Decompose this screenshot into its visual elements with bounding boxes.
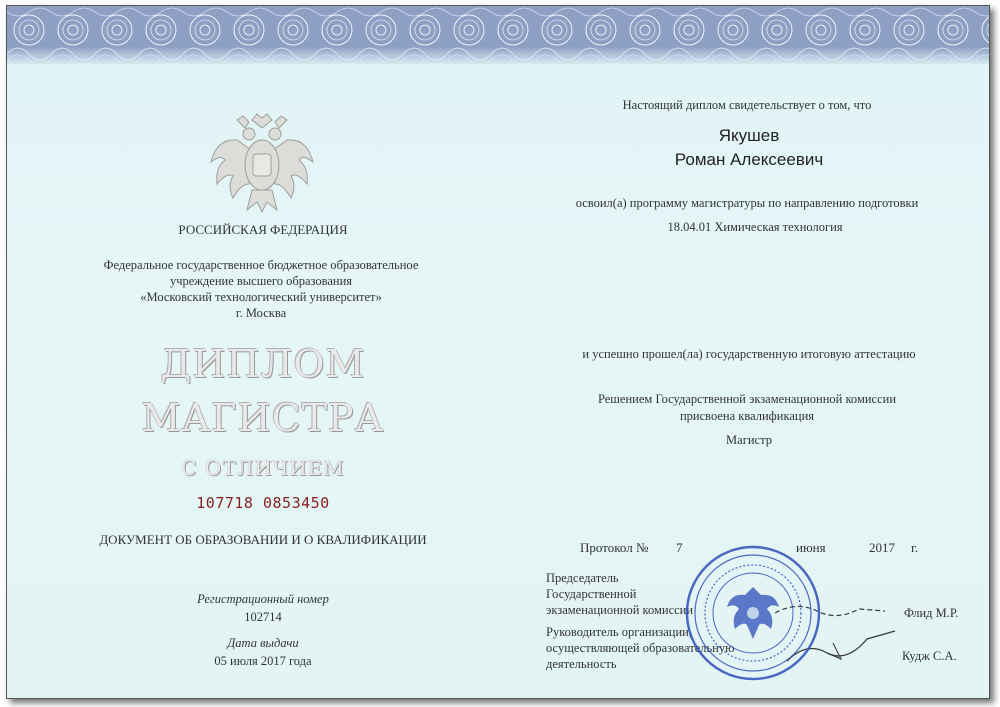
protocol-year: 2017: [869, 540, 895, 555]
serial-number: 107718 0853450: [196, 494, 330, 512]
protocol-label: Протокол №: [580, 540, 649, 555]
protocol-number: 7: [676, 540, 683, 555]
diploma-title-line-1: ДИПЛОМ: [160, 342, 366, 386]
guilloche-pattern: [7, 6, 989, 64]
institution-line-1: Федеральное государственное бюджетное образовательное: [103, 258, 419, 272]
protocol-year-suffix: г.: [911, 540, 919, 555]
graduate-surname: Якушев: [718, 126, 780, 145]
program-name: 18.04.01 Химическая технология: [667, 220, 843, 234]
institution-city: г. Москва: [235, 306, 287, 320]
attestation-text: и успешно прошел(ла) государственную итоговую аттестацию: [582, 347, 916, 361]
decision-line-2: присвоена квалификация: [679, 409, 815, 423]
head-line-1: Руководитель организации,: [546, 625, 692, 639]
qualification: Магистр: [726, 433, 772, 447]
document-type: ДОКУМЕНТ ОБ ОБРАЗОВАНИИ И О КВАЛИФИКАЦИИ: [99, 532, 427, 547]
chair-line-1: Председатель: [546, 571, 619, 585]
graduate-given-names: Роман Алексеевич: [674, 150, 824, 169]
program-line: освоил(а) программу магистратуры по направлению подготовки: [575, 196, 919, 210]
country-name: РОССИЙСКАЯ ФЕДЕРАЦИЯ: [178, 222, 348, 237]
diploma-document: [6, 5, 990, 699]
head-line-3: деятельность: [546, 657, 617, 671]
coat-of-arms-icon: [207, 110, 317, 215]
chair-line-2: Государственной: [546, 587, 637, 601]
intro-text: Настоящий диплом свидетельствует о том, что: [622, 98, 872, 112]
protocol-month: июня: [796, 540, 826, 555]
institution-line-2: учреждение высшего образования: [169, 274, 353, 288]
issue-date-label: Дата выдачи: [227, 636, 299, 650]
decision-line-1: Решением Государственной экзаменационной комиссии: [597, 392, 897, 406]
official-stamp-icon: [683, 541, 823, 686]
registration-label: Регистрационный номер: [197, 592, 329, 606]
issue-date: 05 июля 2017 года: [214, 654, 312, 668]
head-name: Кудж С.А.: [902, 649, 957, 663]
diploma-title-line-2: МАГИСТРА: [141, 396, 385, 440]
registration-number: 102714: [244, 610, 282, 624]
institution-line-3: «Московский технологический университет»: [140, 290, 382, 304]
chair-line-3: экзаменационной комиссии: [546, 603, 694, 617]
head-line-2: осуществляющей образовательную: [546, 641, 735, 655]
guilloche-band: [7, 6, 989, 64]
chair-name: Флид М.Р.: [904, 606, 959, 620]
honors-subtitle: С ОТЛИЧИЕМ: [181, 456, 345, 480]
